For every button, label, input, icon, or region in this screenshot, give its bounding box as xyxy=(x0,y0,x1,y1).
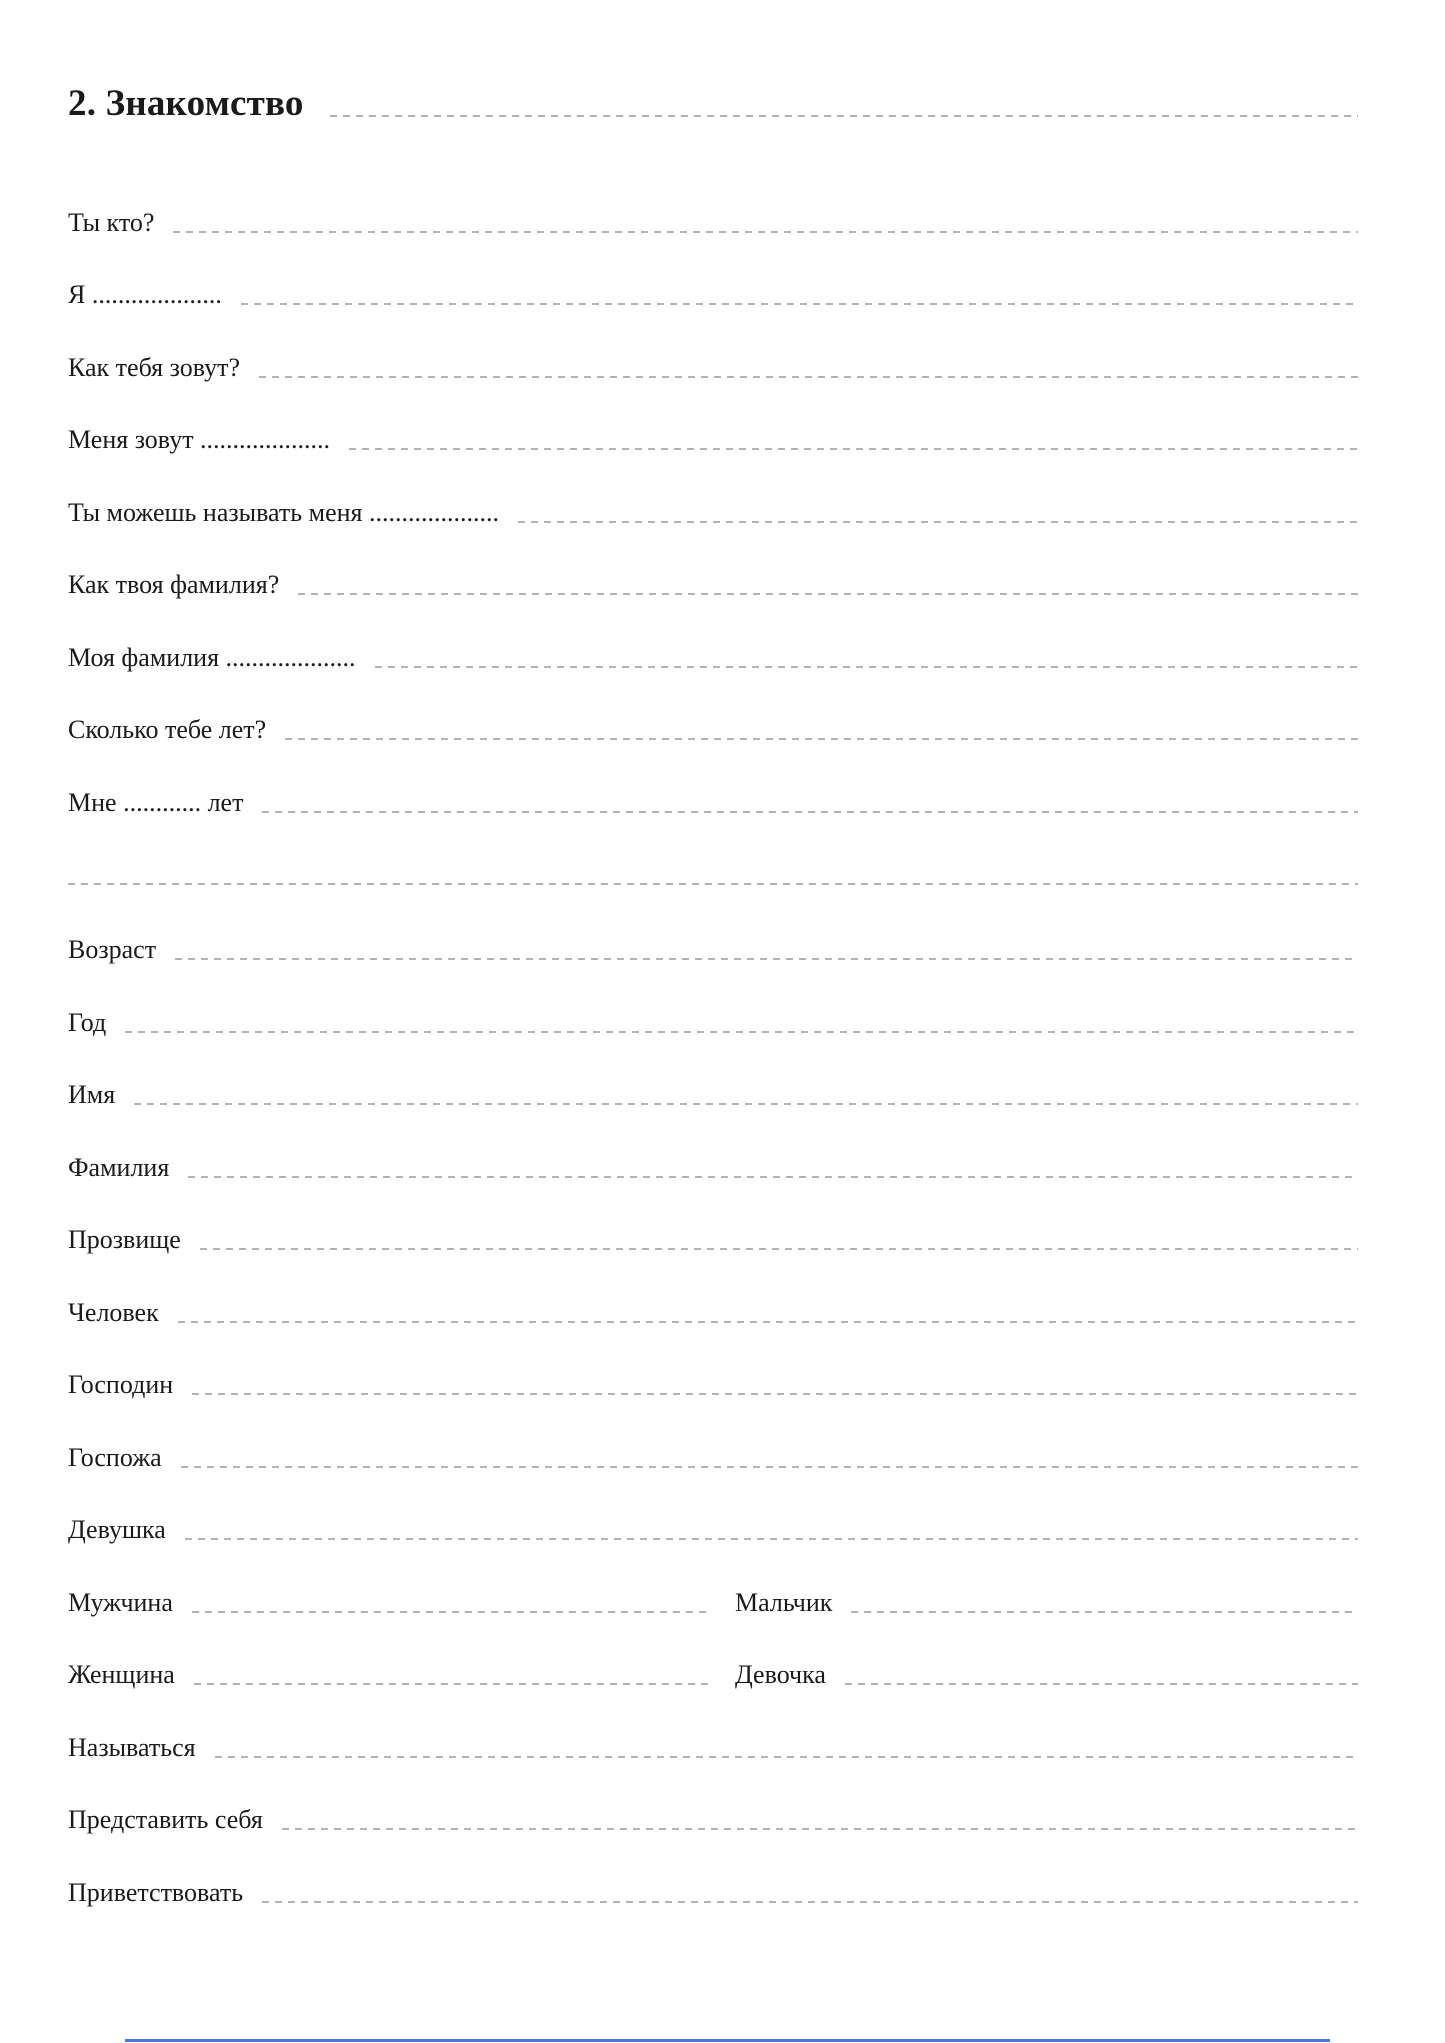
vocab-label: Фамилия xyxy=(68,1152,170,1182)
phrase-label: Ты кто? xyxy=(68,207,155,237)
answer-dotted-line xyxy=(200,1248,1358,1250)
vocab-row xyxy=(68,1108,1358,1181)
vocab-label: Называться xyxy=(68,1732,196,1762)
vocab-pair-row xyxy=(68,1543,1358,1616)
vocab-label: Год xyxy=(68,1007,107,1037)
answer-dotted-line xyxy=(375,666,1358,668)
vocab-label: Возраст xyxy=(68,935,157,964)
phrase-label: Мне ............ лет xyxy=(68,787,244,817)
vocab-row xyxy=(68,1036,1358,1109)
vocab-pair-row xyxy=(68,1616,1358,1689)
phrase-row xyxy=(68,598,1358,671)
vocab-pair-right xyxy=(735,1662,1358,1688)
phrase-row xyxy=(68,236,1358,309)
answer-dotted-line xyxy=(851,1611,1358,1613)
answer-dotted-line xyxy=(215,1756,1358,1758)
vocab-label: Прозвище xyxy=(68,1225,181,1254)
vocab-label: Госпожа xyxy=(68,1442,162,1472)
page-content xyxy=(68,0,1358,1906)
vocab-pair-left xyxy=(68,1662,708,1688)
answer-dotted-line xyxy=(845,1683,1358,1685)
answer-dotted-line xyxy=(194,1683,708,1685)
answer-dotted-line xyxy=(125,1031,1358,1033)
vocab-row xyxy=(68,1326,1358,1399)
vocab-pair-right xyxy=(735,1587,1358,1617)
answer-dotted-line xyxy=(181,1466,1358,1468)
phrase-label: Как твоя фамилия? xyxy=(68,570,280,599)
answer-dotted-line xyxy=(192,1393,1358,1395)
vocab-row xyxy=(68,1471,1358,1544)
answer-dotted-line xyxy=(262,811,1358,813)
vocab-row xyxy=(68,1181,1358,1254)
vocab-label: Мужчина xyxy=(68,1587,173,1617)
vocab-label: Мальчик xyxy=(735,1587,833,1617)
phrase-label: Я .................... xyxy=(68,280,222,309)
vocab-pair-left xyxy=(68,1587,708,1617)
phrase-row xyxy=(68,453,1358,526)
answer-dotted-line xyxy=(298,593,1358,595)
vocab-label: Девочка xyxy=(735,1660,826,1689)
vocab-row xyxy=(68,1253,1358,1326)
phrase-label: Меня зовут .................... xyxy=(68,425,331,454)
phrase-label: Сколько тебе лет? xyxy=(68,715,267,744)
answer-dotted-line xyxy=(262,1901,1358,1903)
vocab-row xyxy=(68,1398,1358,1471)
phrase-row xyxy=(68,381,1358,454)
phrase-label: Моя фамилия .................... xyxy=(68,642,356,672)
answer-dotted-line xyxy=(259,376,1358,378)
section-title: 2. Знакомство xyxy=(68,83,304,124)
answer-dotted-line xyxy=(185,1538,1358,1540)
vocab-row xyxy=(68,1833,1358,1906)
blank-dotted-line xyxy=(68,883,1358,885)
title-dotted-line xyxy=(330,115,1358,117)
phrase-row xyxy=(68,743,1358,816)
answer-dotted-line xyxy=(241,303,1358,305)
vocab-label: Приветствовать xyxy=(68,1877,244,1907)
answer-dotted-line xyxy=(282,1828,1358,1830)
phrases-section xyxy=(68,163,1358,816)
answer-dotted-line xyxy=(349,448,1358,450)
vocab-row xyxy=(68,1688,1358,1761)
phrase-label: Как тебя зовут? xyxy=(68,352,241,382)
vocab-label: Женщина xyxy=(68,1660,175,1689)
vocab-label: Имя xyxy=(68,1080,116,1109)
vocabulary-section xyxy=(68,891,1358,1906)
title-row xyxy=(68,0,1358,122)
answer-dotted-line xyxy=(173,231,1358,233)
vocab-row xyxy=(68,1761,1358,1834)
phrase-row xyxy=(68,671,1358,744)
phrase-label: Ты можешь называть меня .................... xyxy=(68,497,499,527)
answer-dotted-line xyxy=(518,521,1358,523)
vocab-label: Господин xyxy=(68,1370,174,1399)
vocab-row xyxy=(68,963,1358,1036)
vocab-row xyxy=(68,891,1358,964)
bottom-accent-line xyxy=(125,2039,1330,2042)
phrase-row xyxy=(68,308,1358,381)
answer-dotted-line xyxy=(285,738,1358,740)
vocab-label: Представить себя xyxy=(68,1805,263,1834)
answer-dotted-line xyxy=(192,1611,708,1613)
vocab-label: Человек xyxy=(68,1297,159,1327)
vocab-label: Девушка xyxy=(68,1515,166,1544)
phrase-row xyxy=(68,163,1358,236)
answer-dotted-line xyxy=(134,1103,1358,1105)
answer-dotted-line xyxy=(178,1321,1358,1323)
answer-dotted-line xyxy=(188,1176,1358,1178)
answer-dotted-line xyxy=(175,958,1358,960)
phrase-row xyxy=(68,526,1358,599)
